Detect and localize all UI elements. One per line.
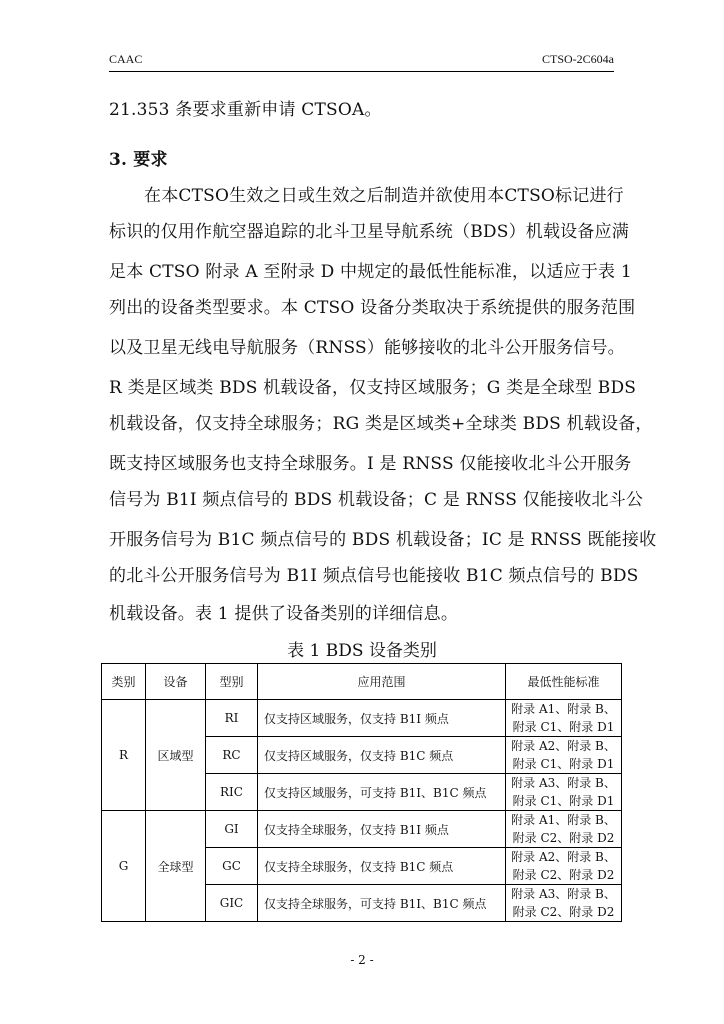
standard-line-2: 附录 C2、附录 D2 <box>512 905 615 919</box>
header-doc-id: CTSO-2C604a <box>542 52 614 66</box>
bds-category-table <box>101 663 622 922</box>
type-cell: RI <box>206 700 258 737</box>
type-cell: RIC <box>206 774 258 811</box>
category-cell: R <box>102 700 146 811</box>
para-line-6: R 类是区域类 BDS 机载设备，仅支持区域服务；G 类是全球型 BDS <box>109 378 637 398</box>
type-cell: RC <box>206 737 258 774</box>
para-line-8: 既支持区域服务也支持全球服务。I 是 RNSS 仅能接收北斗公开服务 <box>109 454 632 474</box>
type-cell: GI <box>206 811 258 848</box>
standard-line-2: 附录 C1、附录 D1 <box>512 757 615 771</box>
scope-cell: 仅支持区域服务，仅支持 B1C 频点 <box>258 737 506 774</box>
body-line-0: 21.353 条要求重新申请 CTSOA。 <box>109 100 382 120</box>
device-cell: 区域型 <box>146 700 206 811</box>
para-line-11: 的北斗公开服务信号为 B1I 频点信号也能接收 B1C 频点信号的 BDS <box>109 566 639 586</box>
standard-cell <box>506 737 622 774</box>
section-title: 3. 要求 <box>109 150 168 170</box>
standard-cell <box>506 700 622 737</box>
category-cell: G <box>102 811 146 922</box>
table-row <box>102 811 622 848</box>
standard-line-1: 附录 A1、附录 B、 <box>511 702 616 716</box>
scope-cell: 仅支持区域服务，可支持 B1I、B1C 频点 <box>258 774 506 811</box>
standard-cell <box>506 885 622 922</box>
para-line-1: 在本CTSO生效之日或生效之后制造并欲使用本CTSO标记进行 <box>144 186 624 206</box>
para-line-3: 足本 CTSO 附录 A 至附录 D 中规定的最低性能标准，以适应于表 1 <box>109 262 632 282</box>
standard-line-2: 附录 C2、附录 D2 <box>512 868 615 882</box>
standard-line-1: 附录 A3、附录 B、 <box>511 776 616 790</box>
standard-line-1: 附录 A3、附录 B、 <box>511 887 616 901</box>
page-number: - 2 - <box>350 953 374 967</box>
standard-line-2: 附录 C1、附录 D1 <box>512 794 615 808</box>
standard-cell <box>506 774 622 811</box>
scope-cell: 仅支持全球服务，仅支持 B1I 频点 <box>258 811 506 848</box>
standard-line-1: 附录 A2、附录 B、 <box>511 850 616 864</box>
para-line-2: 标识的仅用作航空器追踪的北斗卫星导航系统（BDS）机载设备应满 <box>109 222 629 242</box>
standard-line-2: 附录 C1、附录 D1 <box>512 720 615 734</box>
para-line-5: 以及卫星无线电导航服务（RNSS）能够接收的北斗公开服务信号。 <box>109 338 625 358</box>
standard-line-2: 附录 C2、附录 D2 <box>512 831 615 845</box>
header-org: CAAC <box>109 52 143 66</box>
col-header-standard: 最低性能标准 <box>506 664 622 700</box>
header-rule <box>109 71 614 72</box>
table-caption: 表 1 BDS 设备类别 <box>287 641 437 661</box>
scope-cell: 仅支持全球服务，可支持 B1I、B1C 频点 <box>258 885 506 922</box>
para-line-12: 机载设备。表 1 提供了设备类别的详细信息。 <box>109 604 459 624</box>
type-cell: GC <box>206 848 258 885</box>
para-line-9: 信号为 B1I 频点信号的 BDS 机载设备；C 是 RNSS 仅能接收北斗公 <box>109 490 644 510</box>
col-header-scope: 应用范围 <box>258 664 506 700</box>
page-header <box>109 52 614 68</box>
para-line-7: 机载设备，仅支持全球服务；RG 类是区域类+全球类 BDS 机载设备， <box>109 414 653 434</box>
col-header-category: 类别 <box>102 664 146 700</box>
standard-line-1: 附录 A1、附录 B、 <box>511 813 616 827</box>
standard-cell <box>506 811 622 848</box>
scope-cell: 仅支持区域服务，仅支持 B1I 频点 <box>258 700 506 737</box>
standard-cell <box>506 848 622 885</box>
table-row <box>102 700 622 737</box>
type-cell: GIC <box>206 885 258 922</box>
scope-cell: 仅支持全球服务，仅支持 B1C 频点 <box>258 848 506 885</box>
col-header-device: 设备 <box>146 664 206 700</box>
para-line-10: 开服务信号为 B1C 频点信号的 BDS 机载设备；IC 是 RNSS 既能接收 <box>109 530 657 550</box>
device-cell: 全球型 <box>146 811 206 922</box>
para-line-4: 列出的设备类型要求。本 CTSO 设备分类取决于系统提供的服务范围 <box>109 298 636 318</box>
standard-line-1: 附录 A2、附录 B、 <box>511 739 616 753</box>
col-header-type: 型别 <box>206 664 258 700</box>
table-header-row <box>102 664 622 700</box>
